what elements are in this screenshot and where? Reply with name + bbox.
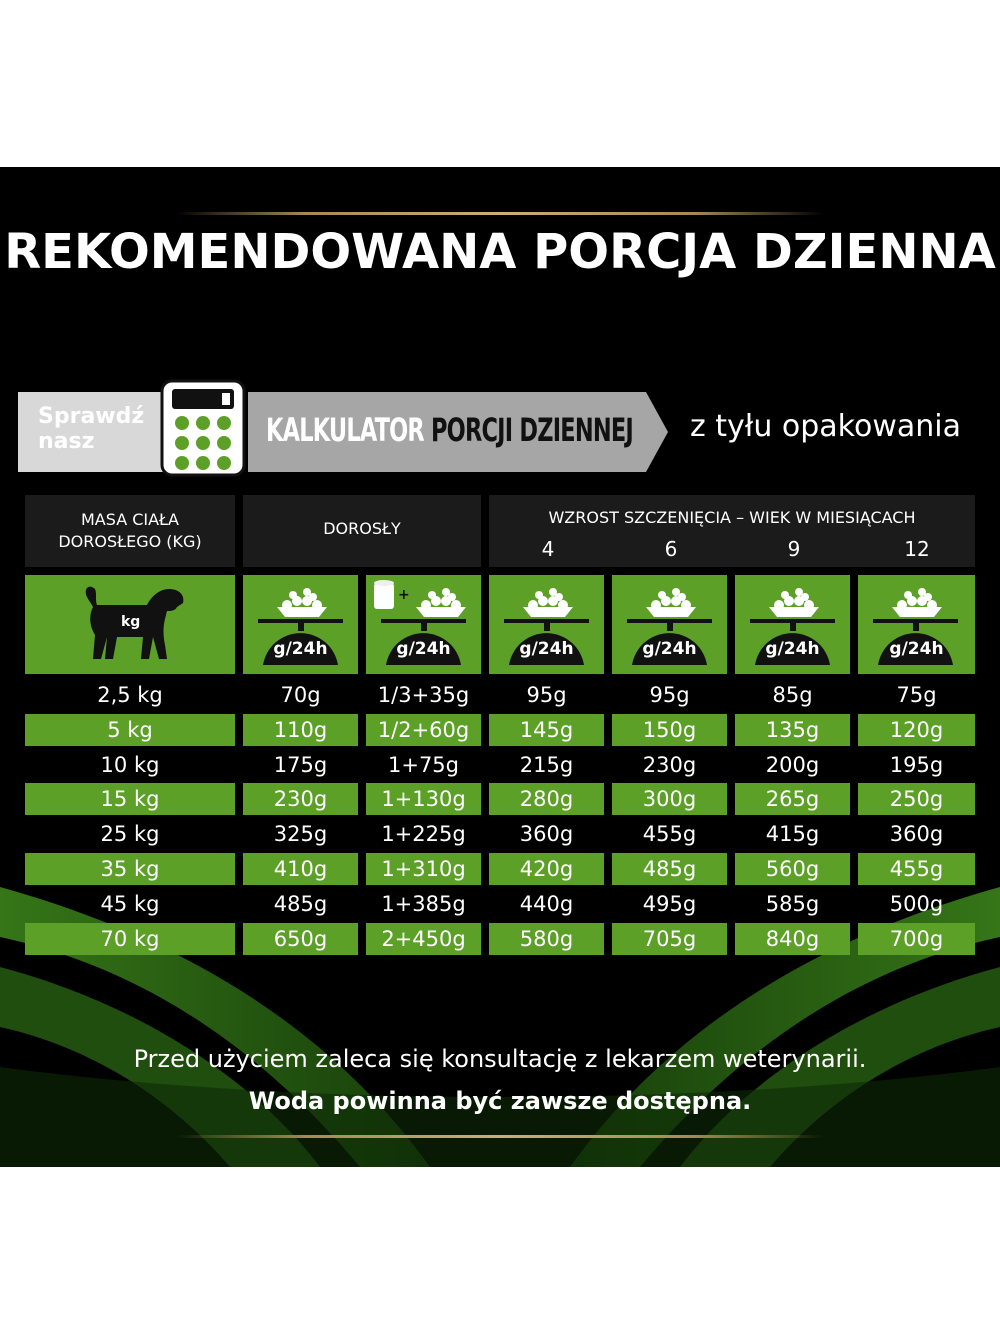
portion-cell: 410g (243, 853, 358, 885)
portion-cell: 650g (243, 923, 358, 955)
portion-cell: 300g (612, 783, 727, 815)
banner-left-block (18, 392, 168, 472)
unit-label: g/24h (519, 639, 574, 659)
bowl-icon-cell (735, 575, 850, 674)
portion-cell: 420g (489, 853, 604, 885)
calculator-icon (160, 379, 246, 477)
age-4: 4 (541, 537, 555, 561)
portion-cell: 280g (489, 783, 604, 815)
portion-cell: 585g (765, 891, 820, 916)
portion-cell: 1/2+60g (366, 714, 481, 746)
portion-cell: 70g (280, 683, 321, 707)
portion-cell: 455g (858, 853, 975, 885)
portion-cell: 1+130g (366, 783, 481, 815)
portion-cell: 1+385g (381, 891, 466, 916)
dog-icon-cell (25, 575, 235, 674)
banner-check-text: Sprawdź nasz (38, 404, 145, 454)
portion-cell: 265g (735, 783, 850, 815)
age-6: 6 (664, 537, 678, 561)
unit-label: g/24h (642, 639, 697, 659)
portion-cell: 95g (526, 683, 567, 707)
feeding-guide-panel (0, 167, 1000, 1167)
portion-cell: 75g (896, 683, 937, 707)
bowl-icon-cell (366, 575, 481, 674)
portion-cell: 230g (642, 752, 697, 777)
weight-header: MASA CIAŁA DOROSŁEGO (KG) (25, 495, 235, 567)
adult-header: DOROSŁY (243, 495, 481, 567)
weight-cell: 5 kg (25, 714, 235, 746)
bottom-gold-divider (176, 1135, 824, 1138)
portion-cell: 200g (765, 752, 820, 777)
food-bowl-icon (489, 575, 604, 674)
bowl-icon-cell (243, 575, 358, 674)
portion-cell: 195g (889, 752, 944, 777)
weight-cell: 70 kg (25, 923, 235, 955)
portion-cell: 500g (889, 891, 944, 916)
portion-cell: 485g (612, 853, 727, 885)
portion-cell: 1+310g (366, 853, 481, 885)
portion-cell: 145g (489, 714, 604, 746)
kg-label: kg (121, 614, 141, 630)
unit-label: g/24h (273, 639, 328, 659)
unit-label: g/24h (396, 639, 451, 659)
weight-cell: 35 kg (25, 853, 235, 885)
food-bowl-icon (858, 575, 973, 674)
portion-cell: 85g (772, 683, 813, 707)
banner-tail-text: z tyłu opakowania (690, 409, 961, 444)
portion-cell: 560g (735, 853, 850, 885)
weight-cell: 15 kg (25, 783, 235, 815)
portion-cell: 250g (858, 783, 975, 815)
portion-cell: 175g (273, 752, 328, 777)
portion-cell: 485g (273, 891, 328, 916)
portion-cell: 440g (519, 891, 574, 916)
weight-cell: 25 kg (100, 822, 160, 847)
portion-cell: 705g (612, 923, 727, 955)
portion-cell: 230g (243, 783, 358, 815)
top-gold-divider (176, 212, 824, 215)
portion-cell: 2+450g (366, 923, 481, 955)
food-bowl-icon (735, 575, 850, 674)
portion-cell: 1+225g (381, 822, 466, 847)
portion-cell: 135g (735, 714, 850, 746)
portion-cell: 150g (612, 714, 727, 746)
footer-water: Woda powinna być zawsze dostępna. (248, 1087, 752, 1115)
svg-text:+: + (398, 587, 410, 603)
portion-cell: 120g (858, 714, 975, 746)
portion-cell: 1+75g (387, 752, 459, 777)
bowl-icon-cell (489, 575, 604, 674)
portion-cell: 110g (243, 714, 358, 746)
portion-cell: 495g (642, 891, 697, 916)
portion-cell: 415g (765, 822, 820, 847)
age-9: 9 (787, 537, 801, 561)
portion-cell: 325g (273, 822, 328, 847)
portion-cell: 580g (489, 923, 604, 955)
food-bowl-icon (612, 575, 727, 674)
portion-cell: 1/3+35g (377, 683, 470, 707)
weight-cell: 45 kg (100, 891, 160, 916)
food-bowl-icon (366, 575, 481, 674)
weight-cell: 2,5 kg (97, 683, 163, 707)
food-bowl-icon (243, 575, 358, 674)
portion-cell: 95g (649, 683, 690, 707)
puppy-header: WZROST SZCZENIĘCIA – WIEK W MIESIĄCACH 4 6 9 12 (489, 495, 975, 567)
footer-advice: Przed użyciem zaleca się konsultację z lekarzem weterynarii. (133, 1045, 867, 1073)
portion-cell: 360g (889, 822, 944, 847)
dog-icon (25, 575, 235, 674)
portion-cell: 455g (642, 822, 697, 847)
calc-word-2: PORCJI DZIENNEJ (430, 411, 633, 449)
portion-cell: 360g (519, 822, 574, 847)
page-title: REKOMENDOWANA PORCJA DZIENNA (4, 224, 996, 280)
food-can-icon (374, 580, 410, 609)
bowl-icon-cell (612, 575, 727, 674)
calc-word-1: KALKULATOR (266, 411, 424, 449)
portion-cell: 215g (519, 752, 574, 777)
portion-cell: 840g (735, 923, 850, 955)
portion-cell: 700g (858, 923, 975, 955)
unit-label: g/24h (889, 639, 944, 659)
unit-label: g/24h (765, 639, 820, 659)
bowl-icon-cell (858, 575, 975, 674)
age-12: 12 (904, 537, 930, 561)
banner-calc-label (248, 392, 668, 472)
weight-cell: 10 kg (100, 752, 160, 777)
